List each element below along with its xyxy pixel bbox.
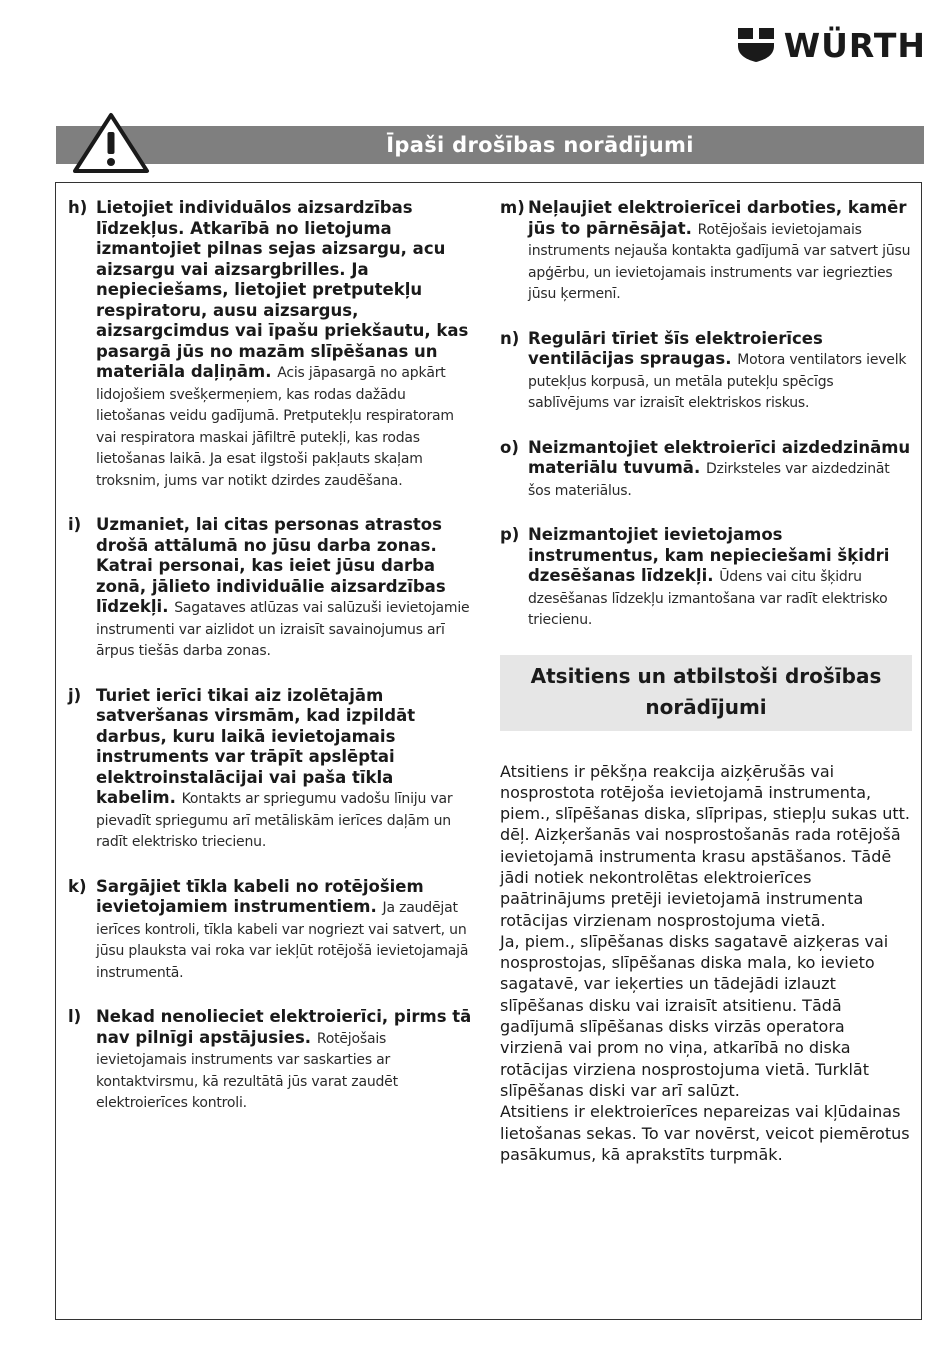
item-letter: l)	[68, 1007, 82, 1026]
item-letter: j)	[68, 685, 82, 705]
item-body: Rotējošais ievietojamais instruments var saskarties ar kontaktvirsmu, kā rezultātā jūs varat zaudēt elektroierīces kontroli.	[96, 1030, 398, 1111]
item-letter: i)	[68, 515, 82, 534]
item-heading: Turiet ierīci tikai aiz izolētajām satveršanas virsmām, kad izpildāt darbus, kuru laikā ievietojamais instruments var trāpīt apslēptai elektroinstalācijai vai paša tīkla kabelim.	[96, 685, 416, 807]
safety-item-k	[68, 877, 476, 984]
safety-item-p	[500, 525, 912, 631]
item-heading: Neizmantojiet ievietojamos instrumentus, kam nepieciešami šķidri dzesēšanas līdzekļi.	[528, 525, 890, 585]
brand-name: WÜRTH	[783, 25, 926, 65]
left-column	[68, 198, 476, 1138]
item-heading: Regulāri tīriet šīs elektroierīces ventilācijas spraugas.	[528, 328, 823, 368]
safety-item-j	[68, 686, 476, 853]
item-heading: Sargājiet tīkla kabeli no rotējošiem ievietojamiem instrumentiem.	[96, 876, 424, 916]
brand-logo	[736, 26, 926, 64]
page-title: Īpaši drošības norādījumi	[386, 133, 694, 157]
item-letter: o)	[500, 437, 519, 457]
section-title-bar	[56, 126, 924, 164]
item-body: Rotējošais ievietojamais instruments nejauša kontakta gadījumā var satvert jūsu apģērbu, un ievietojamais instruments var iegriezties jūsu ķermenī.	[528, 221, 911, 302]
item-heading: Neizmantojiet elektroierīci aizdedzināmu materiālu tuvumā.	[528, 437, 911, 477]
right-column	[500, 198, 912, 1165]
kickback-section-title: Atsitiens un atbilstoši drošības norādījumi	[500, 655, 912, 731]
item-heading: Lietojiet individuālos aizsardzības līdzekļus. Atkarībā no lietojuma izmantojiet pilnas sejas aizsargu, acu aizsargu vai aizsargbrilles. Ja nepieciešams, lietojiet pretputekļu respiratoru, ausu aizsargus, aizsargcimdus vai īpašu priekšautu, kas pasargā jūs no mazām slīpēšanas un materiāla daļiņām.	[96, 198, 469, 381]
item-body: Ja zaudējat ierīces kontroli, tīkla kabeli var nogriezt vai satvert, un jūsu plaukstа vai roka var iekļūt rotējošā ievietojamajā instrumentā.	[96, 900, 469, 981]
safety-item-h	[68, 198, 476, 491]
item-heading: Nekad nenolieciet elektroierīci, pirms tā nav pilnīgi apstājusies.	[96, 1007, 472, 1047]
kickback-paragraph-1: Atsitiens ir pēkšņa reakcija aizķērušās vai nosprostota rotējoša ievietojamā instrumenta, piem., slīpēšanas diska, slīpripas, stiepļu sukas utt. dēļ. Aizķeršanās vai nosprostošanās rada rotējošā ievietojamā instrumenta krasu apstāšanos. Tādē jādi notiek nekontrolētas elektroierīces paātrinājums pretēji ievietojamā instrumenta rotācijas virzienam nosprostojuma vietā.	[500, 761, 910, 930]
item-letter: p)	[500, 525, 520, 544]
safety-item-i	[68, 515, 476, 662]
item-body: Sagataves atlūzas vai salūzuši ievietojamie instrumenti var aizlidot un izraisīt savainojumus arī ārpus tiešās darba zonas.	[96, 600, 470, 659]
item-body: Acis jāpasargā no apkārt lidojošiem svešķermeņiem, kas rodas dažādu lietošanas veidu gadījumā. Pretputekļu respiratoram vai respiratora maskai jāfiltrē putekļi, kas rodas lietošanas laikā. Ja esat ilgstoši pakļauts skaļam troksnim, jums var notikt dzirdes zaudēšana.	[96, 365, 454, 489]
safety-item-o	[500, 438, 912, 502]
wurth-logo-icon	[736, 26, 776, 64]
safety-item-l	[68, 1007, 476, 1114]
item-body: Ūdens vai citu šķidru dzesēšanas līdzekļu izmantošana var radīt elektrisko triecienu.	[528, 569, 888, 628]
safety-item-n	[500, 329, 912, 414]
item-letter: h)	[68, 198, 88, 217]
item-body: Dzirksteles var aizdedzināt šos materiālus.	[528, 461, 890, 499]
kickback-paragraph-2: Ja, piem., slīpēšanas disks sagatavē aizķeras vai nosprostojas, slīpēšanas diska mala, ko ievieto sagatavē, var ieķerties un tādejādi izlauzt slīpēšanas disku vai izraisīt atsitienu. Tādā gadījumā slīpēšanas disks virzās operatora virzienā vai prom no viņa, atkarībā no diska rotācijas virziena nosprostojuma vietā. Turklāt slīpēšanas diski var arī salūzt.	[500, 931, 889, 1100]
item-letter: m)	[500, 198, 525, 217]
kickback-text	[500, 761, 912, 1166]
kickback-paragraph-3: Atsitiens ir elektroierīces nepareizas vai kļūdainas lietošanas sekas. To var novērst, veicot piemērotus pasākumus, kā aprakstīts turpmāk.	[500, 1102, 910, 1164]
item-heading: Uzmaniet, lai citas personas atrastos drošā attālumā no jūsu darba zonas. Katrai personai, kas ieiet jūsu darba zonā, jālieto individuālie aizsardzības līdzekļi.	[96, 515, 446, 616]
item-body: Kontakts ar spriegumu vadošu līniju var pievadīt spriegumu arī metāliskām ierīces daļām un radīt elektrisko triecienu.	[96, 791, 453, 850]
item-letter: n)	[500, 328, 520, 348]
item-heading: Neļaujiet elektroierīcei darboties, kamēr jūs to pārnēsājat.	[528, 198, 907, 238]
safety-item-m	[500, 198, 912, 305]
item-letter: k)	[68, 876, 87, 896]
item-body: Motora ventilators ievelk putekļus korpusā, un metāla putekļu spēcīgs sablīvējums var izraisīt elektriskos riskus.	[528, 352, 907, 411]
